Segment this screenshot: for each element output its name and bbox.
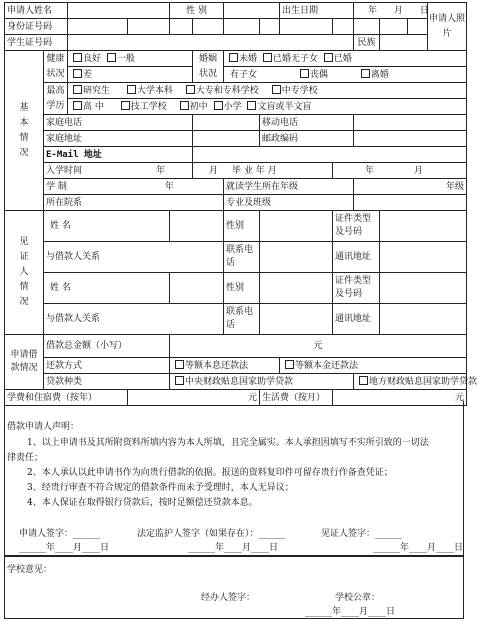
marital-no-child-checkbox[interactable] bbox=[263, 53, 272, 62]
loan-type-label: 贷款种类 bbox=[44, 374, 170, 390]
enroll-time-field[interactable]: 入学时间 年 bbox=[44, 163, 193, 179]
witness-label: 见证人情况 bbox=[19, 237, 29, 307]
major-class-label: 专业及班级 bbox=[224, 195, 354, 211]
current-grade-field[interactable]: 年级 bbox=[354, 179, 467, 195]
tuition-label: 学费和住宿费（按年） bbox=[5, 390, 128, 406]
witness2-phone-label: 联系电话 bbox=[224, 304, 260, 335]
birth-year-unit: 年 bbox=[368, 5, 378, 16]
basic-info-section bbox=[5, 51, 44, 211]
applicant-photo-box[interactable] bbox=[428, 3, 467, 51]
basic-info-label: 基本情况 bbox=[19, 102, 29, 158]
id-number-label: 身份证号码 bbox=[5, 19, 68, 35]
witness2-address-label: 通讯地址 bbox=[333, 304, 380, 335]
edu-highschool-checkbox[interactable] bbox=[73, 101, 82, 110]
living-label: 生活费（按月） bbox=[260, 390, 333, 406]
total-amount-label: 借款总金额（小写） bbox=[44, 335, 170, 358]
birth-date-label: 出生日期 bbox=[280, 3, 354, 19]
health-label: 健康状况 bbox=[44, 51, 68, 83]
id-digit-cell[interactable] bbox=[224, 19, 260, 35]
declaration-title: 借款申请人声明： bbox=[7, 422, 80, 432]
grad-time-field[interactable]: 月 毕 业 年 月 bbox=[193, 163, 333, 179]
witness2-id-field[interactable] bbox=[380, 273, 467, 304]
id-digit-cell[interactable] bbox=[280, 19, 333, 35]
witness1-phone-field[interactable] bbox=[260, 242, 333, 273]
loan-type-option-2: 地方财政贴息国家助学贷款 bbox=[354, 374, 467, 390]
grad-time-value[interactable]: 年 月 bbox=[333, 163, 467, 179]
repay-method-label: 还款方式 bbox=[44, 358, 170, 374]
witness1-name-label: 姓 名 bbox=[44, 211, 170, 242]
mobile-label: 移动电话 bbox=[260, 115, 354, 131]
local-subsidy-checkbox[interactable] bbox=[359, 376, 368, 385]
marital-options-row2: 有子女 丧偶 离婚 bbox=[224, 67, 467, 83]
student-id-field[interactable] bbox=[68, 35, 354, 51]
gender-label: 性 别 bbox=[170, 3, 224, 19]
id-digit-cell[interactable] bbox=[333, 19, 354, 35]
edu-vocational-checkbox[interactable] bbox=[272, 85, 281, 94]
gender-field[interactable] bbox=[224, 3, 280, 19]
school-opinion-label: 学校意见： bbox=[7, 565, 53, 575]
current-grade-label: 就读学生所在年级 bbox=[224, 179, 354, 195]
department-field[interactable]: 所在院系 bbox=[44, 195, 224, 211]
id-digit-cell[interactable] bbox=[408, 19, 428, 35]
repay-option-1: 等额本息还款法 bbox=[170, 358, 280, 374]
ethnicity-field[interactable] bbox=[380, 35, 428, 51]
photo-label: 申请人照片 bbox=[429, 13, 466, 39]
birth-day-unit: 日 bbox=[419, 5, 429, 16]
edu-grad-checkbox[interactable] bbox=[73, 85, 82, 94]
postcode-label: 邮政编码 bbox=[260, 131, 354, 147]
loan-section bbox=[5, 335, 44, 390]
declaration-section bbox=[4, 401, 464, 556]
email-field[interactable] bbox=[193, 147, 467, 163]
witness2-phone-field[interactable] bbox=[260, 304, 333, 335]
loan-section-label: 申请借款情况 bbox=[10, 349, 38, 373]
id-digit-cell[interactable] bbox=[68, 19, 128, 35]
ethnicity-label: 民族 bbox=[354, 35, 380, 51]
central-subsidy-checkbox[interactable] bbox=[175, 376, 184, 385]
witness1-id-field[interactable] bbox=[380, 211, 467, 242]
witness2-name-field[interactable] bbox=[170, 273, 224, 304]
tuition-field[interactable]: 元 bbox=[128, 390, 260, 406]
id-digit-cell[interactable] bbox=[354, 19, 380, 35]
student-id-label: 学生证号码 bbox=[5, 35, 68, 51]
witness1-name-field[interactable] bbox=[170, 211, 224, 242]
postcode-field[interactable] bbox=[354, 131, 467, 147]
health-options-row2: 差 bbox=[68, 67, 193, 83]
marital-married-checkbox[interactable] bbox=[324, 53, 333, 62]
witness1-gender-label: 性别 bbox=[224, 211, 260, 242]
witness1-address-field[interactable] bbox=[380, 242, 467, 273]
declaration-line-4: 4、本人保证在取得银行贷款后，按时足额偿还贷款本息。 bbox=[27, 498, 258, 508]
total-amount-field[interactable]: 元 bbox=[170, 335, 467, 358]
witness1-address-label: 通讯地址 bbox=[333, 242, 380, 273]
applicant-name-label: 申请人姓名 bbox=[5, 3, 68, 19]
guardian-date[interactable]: ______年____月____日 bbox=[188, 543, 279, 553]
health-poor-checkbox[interactable] bbox=[73, 69, 82, 78]
declaration-line-3: 3、经贵行审查不符合规定的借款条件而未予受理时，本人无异议； bbox=[27, 483, 294, 493]
declaration-line-2: 2、本人承认以此申请书作为向贵行借款的依据。报送的资料复印件可留存贵行作备查凭证； bbox=[27, 468, 393, 478]
witness-date[interactable]: ______年____月____日 bbox=[373, 543, 464, 553]
witness2-gender-field[interactable] bbox=[260, 273, 333, 304]
witness-signature[interactable]: 见证人签字：______ bbox=[321, 529, 403, 539]
id-digit-cell[interactable] bbox=[128, 19, 170, 35]
repay-equal-installment-checkbox[interactable] bbox=[175, 360, 184, 369]
edu-college-checkbox[interactable] bbox=[186, 85, 195, 94]
witness2-id-label: 证件类型及号码 bbox=[333, 273, 380, 304]
email-label: E-Mail 地址 bbox=[44, 147, 193, 163]
guardian-signature[interactable]: 法定监护人签字（如果存在）：______ bbox=[137, 529, 286, 539]
witness2-gender-label: 性别 bbox=[224, 273, 260, 304]
home-phone-label: 家庭电话 bbox=[44, 115, 193, 131]
witness1-phone-label: 联系电话 bbox=[224, 242, 260, 273]
living-field[interactable]: 元 bbox=[333, 390, 467, 406]
health-good-checkbox[interactable] bbox=[73, 53, 82, 62]
marital-label: 婚姻状况 bbox=[193, 51, 224, 83]
id-digit-cell[interactable] bbox=[260, 19, 280, 35]
applicant-signature[interactable]: 申请人签字：______ bbox=[19, 529, 101, 539]
study-system-field[interactable]: 学 制 年 bbox=[44, 179, 224, 195]
witness1-id-label: 证件类型及号码 bbox=[333, 211, 380, 242]
birth-month-unit: 月 bbox=[393, 5, 403, 16]
health-fair-checkbox[interactable] bbox=[107, 53, 116, 62]
repay-equal-principal-checkbox[interactable] bbox=[285, 360, 294, 369]
home-address-label: 家庭地址 bbox=[44, 131, 193, 147]
education-label: 最高学历 bbox=[44, 83, 68, 115]
marital-widowed-checkbox[interactable] bbox=[300, 69, 309, 78]
health-options: 良好 一般 bbox=[68, 51, 193, 67]
witness1-gender-field[interactable] bbox=[260, 211, 333, 242]
home-address-field[interactable] bbox=[193, 131, 260, 147]
applicant-name-field[interactable] bbox=[68, 3, 170, 19]
witness2-relation-label: 与借款人关系 bbox=[44, 304, 224, 335]
declaration-line-1b: 律责任； bbox=[7, 453, 44, 463]
witness2-name-label: 姓 名 bbox=[44, 273, 170, 304]
home-phone-field[interactable] bbox=[193, 115, 260, 131]
major-class-field[interactable] bbox=[354, 195, 467, 211]
education-options-row2: 高 中 技工学校 初中 小学 文盲或半文盲 bbox=[68, 99, 467, 115]
applicant-date[interactable]: ______年____月____日 bbox=[19, 543, 110, 553]
birth-date-field[interactable] bbox=[354, 3, 428, 19]
handler-signature[interactable]: 经办人签字： bbox=[201, 593, 256, 603]
id-digit-cell[interactable] bbox=[193, 19, 224, 35]
edu-bachelor-checkbox[interactable] bbox=[127, 85, 136, 94]
school-seal[interactable]: 学校公章： bbox=[335, 593, 381, 603]
marital-divorced-checkbox[interactable] bbox=[361, 69, 370, 78]
id-digit-cell[interactable] bbox=[380, 19, 408, 35]
edu-junior-checkbox[interactable] bbox=[180, 101, 189, 110]
repay-option-2: 等额本金还款法 bbox=[280, 358, 467, 374]
loan-type-option-1: 中央财政贴息国家助学贷款 bbox=[170, 374, 354, 390]
school-opinion-section bbox=[4, 556, 464, 619]
witness-section bbox=[5, 211, 44, 335]
loan-application-form bbox=[4, 2, 477, 406]
school-date[interactable]: ______年____月____日 bbox=[305, 607, 396, 617]
marital-options-row1: 未婚 已婚无子女 已婚 bbox=[224, 51, 467, 67]
education-options-row1: 研究生 大学本科 大专和专科学校 中专学校 bbox=[68, 83, 467, 99]
id-digit-cell[interactable] bbox=[170, 19, 193, 35]
witness2-address-field[interactable] bbox=[380, 304, 467, 335]
mobile-field[interactable] bbox=[354, 115, 467, 131]
edu-technical-checkbox[interactable] bbox=[121, 101, 130, 110]
edu-illiterate-checkbox[interactable] bbox=[247, 101, 256, 110]
marital-unmarried-checkbox[interactable] bbox=[229, 53, 238, 62]
witness1-relation-label: 与借款人关系 bbox=[44, 242, 224, 273]
declaration-line-1: 1、以上申请书及其所附资料所填内容为本人所填，且完全属实。本人承担因填写不实所引致的一切法 bbox=[27, 438, 429, 448]
edu-primary-checkbox[interactable] bbox=[214, 101, 223, 110]
